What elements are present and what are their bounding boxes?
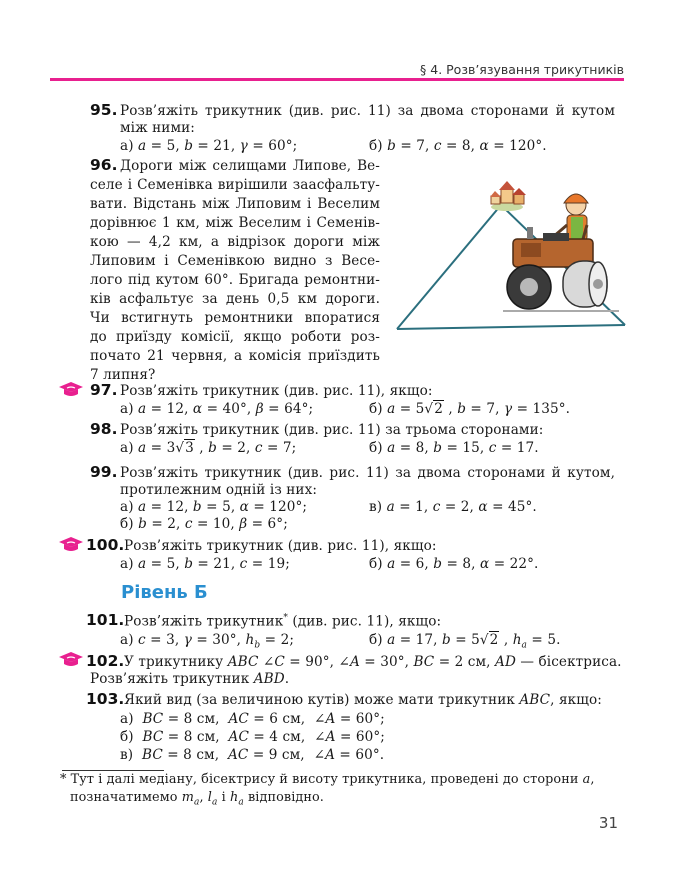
problem-96-line: Липовим і Семенівкою видно з Весе- xyxy=(90,253,380,269)
problem-98-text: Розв’яжіть трикутник (див. рис. 11) за трьома сторонами: xyxy=(120,422,544,438)
problem-102-text-cont: Розв’яжіть трикутник ABD. xyxy=(90,671,290,687)
graduation-cap-icon xyxy=(58,536,84,554)
problem-98-b: б) a = 8, b = 15, c = 17. xyxy=(369,440,539,456)
problem-95-text: Розв’яжіть трикутник (див. рис. 11) за двома сторонами й кутом xyxy=(120,103,615,119)
problem-102-text: У трикутнику ABC ∠C = 90°, ∠A = 30°, BC = 2 см, AD — бісектриса. xyxy=(124,654,622,670)
problem-101-text: Розв’яжіть трикутник* (див. рис. 11), якщо: xyxy=(124,613,442,630)
problem-95-text-cont: між ними: xyxy=(120,120,195,136)
problem-number-99: 99. xyxy=(90,463,118,481)
problem-103-a: а) BC = 8 см, AC = 6 см, ∠A = 60°; xyxy=(120,711,385,727)
problem-99-a: а) a = 12, b = 5, α = 120°; xyxy=(120,499,308,515)
problem-99-b: б) b = 2, c = 10, β = 6°; xyxy=(120,516,288,532)
header-rule xyxy=(50,78,624,81)
problem-number-97: 97. xyxy=(90,381,118,399)
problem-number-96: 96. xyxy=(90,156,118,174)
problem-96-line: лого під кутом 60°. Бригада ремонтни- xyxy=(90,272,380,288)
problem-96-line: ків асфальтує за день 0,5 км дороги. xyxy=(90,291,380,307)
problem-number-98: 98. xyxy=(90,420,118,438)
problem-103-b: б) BC = 8 см, AC = 4 см, ∠A = 60°; xyxy=(120,729,385,745)
graduation-cap-icon xyxy=(58,651,84,669)
problem-100-text: Розв’яжіть трикутник (див. рис. 11), якщо: xyxy=(124,538,437,554)
footnote-line-2: позначатимемо $m_a$, $l_a$ і $h_a$ відповідно. xyxy=(70,790,324,808)
problem-96-line: до приїзду комісії, якщо роботи роз- xyxy=(90,329,380,345)
problem-97-text: Розв’яжіть трикутник (див. рис. 11), якщо: xyxy=(120,383,433,399)
problem-number-103: 103. xyxy=(86,690,125,708)
problem-number-95: 95. xyxy=(90,101,118,119)
problem-103-c: в) BC = 8 см, AC = 9 см, ∠A = 60°. xyxy=(120,747,385,763)
problem-95-a: а) a = 5, b = 21, γ = 60°; xyxy=(120,138,298,154)
problem-99-c: в) a = 1, c = 2, α = 45°. xyxy=(369,499,537,515)
problem-96-line: вати. Відстань між Липовим і Веселим xyxy=(90,196,380,212)
problem-96-line: Чи встигнуть ремонтники впоратися xyxy=(90,310,380,326)
problem-96-line: дорівнює 1 км, між Веселим і Семенів- xyxy=(90,215,380,231)
problem-96-line: селе і Семенівка вирішили заасфальту- xyxy=(90,177,380,193)
problem-number-102: 102. xyxy=(86,652,125,670)
graduation-cap-icon xyxy=(58,381,84,399)
problem-96-line: почато 21 червня, а комісія приїздить xyxy=(90,348,380,364)
page-number: 31 xyxy=(598,814,618,832)
problem-96-line: кою — 4,2 км, а відрізок дороги між xyxy=(90,234,380,250)
problem-99-text-cont: протилежним одній із них: xyxy=(120,482,318,498)
problem-96-line: 7 липня? xyxy=(90,367,156,383)
problem-number-101: 101. xyxy=(86,611,125,629)
level-heading: Рівень Б xyxy=(121,582,208,603)
problem-99-text: Розв’яжіть трикутник (див. рис. 11) за двома сторонами й кутом, xyxy=(120,465,615,481)
problem-96-line: Дороги між селищами Липове, Ве- xyxy=(120,158,380,174)
problem-103-text: Який вид (за величиною кутів) може мати трикутник ABC, якщо: xyxy=(124,692,602,708)
problem-number-100: 100. xyxy=(86,536,125,554)
problem-101-a: а) c = 3, γ = 30°, $h_b = 2$; xyxy=(120,632,294,651)
problem-100-a: а) a = 5, b = 21, c = 19; xyxy=(120,556,290,572)
footnote-line-1: * Тут і далі медіану, бісектрису й висоту трикутника, проведені до сторони a, xyxy=(60,772,595,787)
road-roller-worker-illustration xyxy=(393,175,628,335)
problem-95-b: б) b = 7, c = 8, α = 120°. xyxy=(369,138,547,154)
problem-98-a: а) a = 3√3 , b = 2, c = 7; xyxy=(120,440,297,456)
problem-101-b: б) a = 17, b = 5√2 , $h_a = 5$. xyxy=(369,632,561,651)
problem-100-b: б) a = 6, b = 8, α = 22°. xyxy=(369,556,539,572)
section-title: § 4. Розв’язування трикутників xyxy=(420,62,624,77)
problem-97-b: б) a = 5√2 , b = 7, γ = 135°. xyxy=(369,401,571,417)
footnote-rule xyxy=(62,770,164,771)
problem-97-a: а) a = 12, α = 40°, β = 64°; xyxy=(120,401,314,417)
